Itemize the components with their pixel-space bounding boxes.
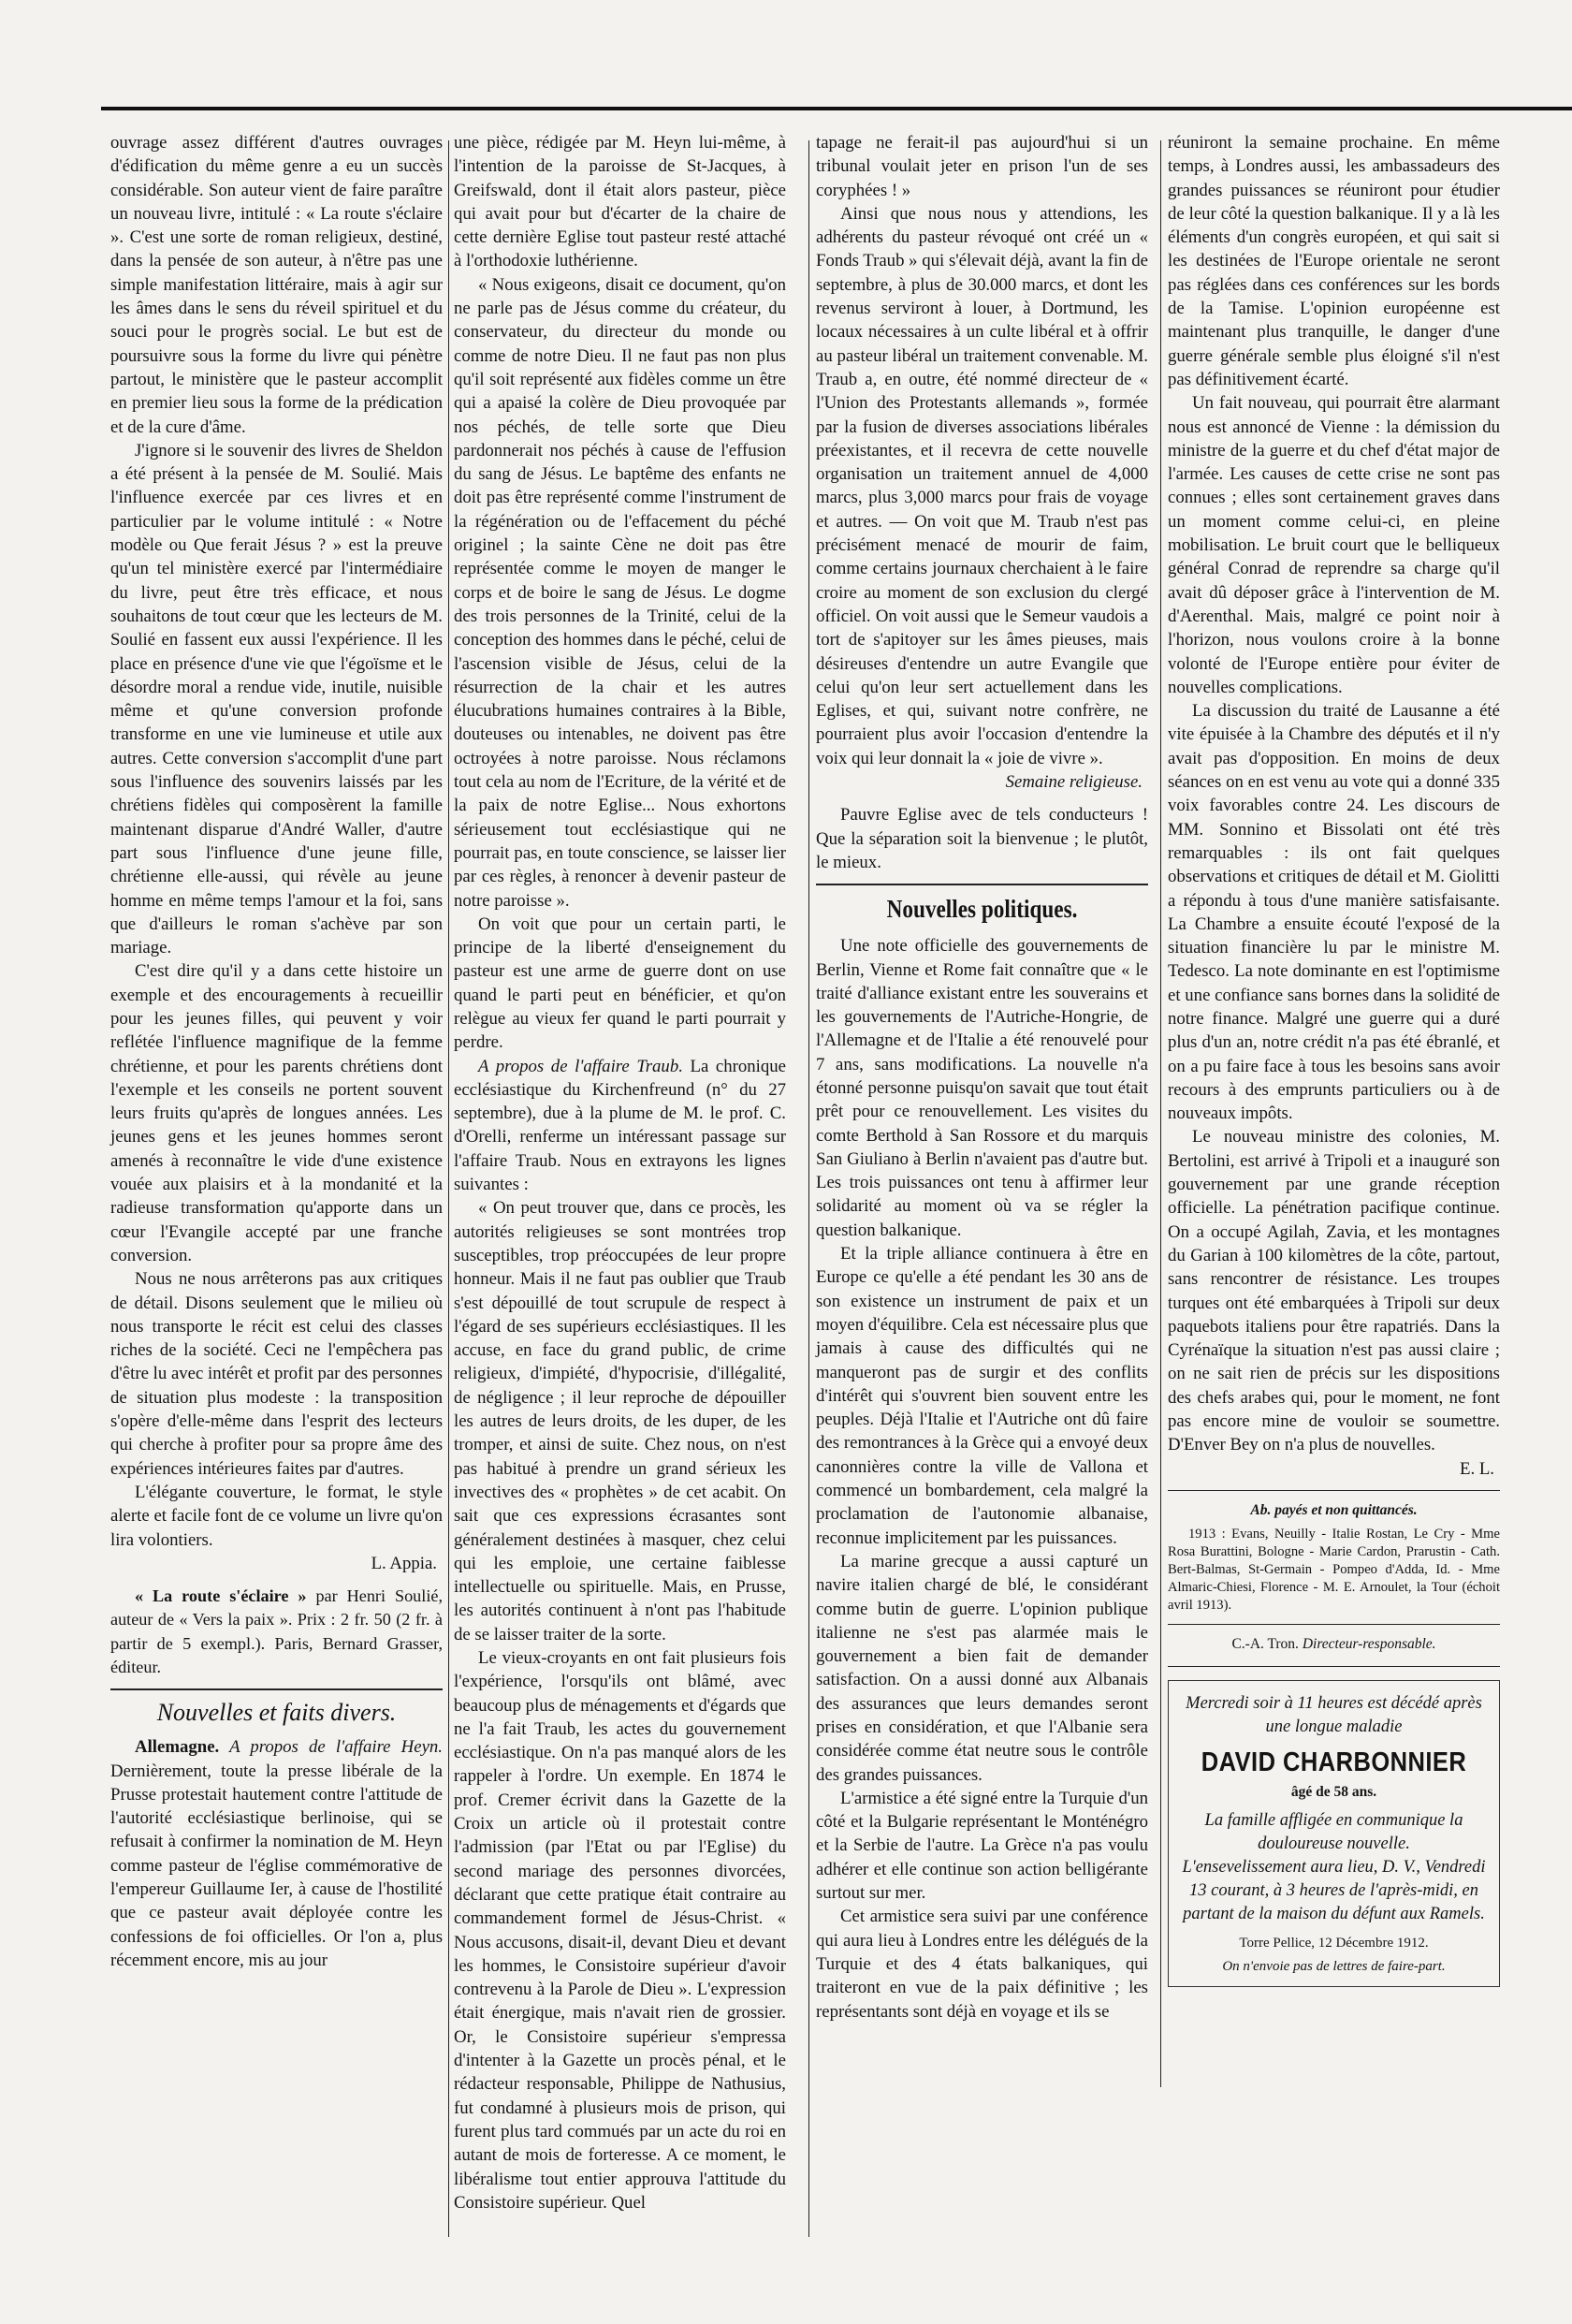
column-3	[816, 131, 1148, 2190]
section-heading-nouvelles: Nouvelles et faits divers.	[156, 1699, 397, 1727]
article-paragraph: Un fait nouveau, qui pourrait être alarmant nous est annoncé de Vienne : la démission du ministre de la guerre et du chef d'état major de l'armée. Les causes de cette crise ne sont pas connues ; elles sont certainement graves dans un moment comme celui-ci, en pleine mobilisation. Le bruit court que le belliqueux général Conrad de reprendre sa charge qu'il avait dû déposer grâce à l'intervention de M. d'Aerenthal. Mais, malgré ce point noir à l'horizon, nous voulons croire à la bonne volonté de l'Europe entière pour éviter de nouvelles complications.	[1168, 393, 1500, 697]
article-paragraph: Une note officielle des gouvernements de Berlin, Vienne et Rome fait connaître que « le traité d'alliance existant entre les souverains et les gouvernements de l'Autriche-Hongrie, de l'Allemagne et de l'Italie a été renouvelé pour 7 ans, sans modifications. La nouvelle n'a étonné personne puisqu'on savait que tout était prêt pour ce renouvellement. Les visites du comte Berthold à San Rossore et du marquis San Giuliano à Berlin n'avaient pas d'autre but. Les trois puissances ont tenu à affirmer leur solidarité au moment où va se régler la question balkanique.	[816, 936, 1148, 1240]
article-paragraph: une pièce, rédigée par M. Heyn lui-même, à l'intention de la paroisse de St-Jacques, à Greifswald, dont il était alors pasteur, pièce qui avait pour but d'écarter de la chaire de cette dernière Eglise tout pasteur resté attaché à l'orthodoxie luthérienne.	[454, 133, 786, 271]
article-paragraph: Et la triple alliance continuera à être en Europe ce qu'elle a été pendant les 30 ans de son existence un instrument de paix et un moyen d'équilibre. Cela est nécessaire plus que jamais à cause des difficultés qui ne manqueront pas de surgir et des conflits d'intérêt qui s'ouvrent bien souvent entre les peuples. Déjà l'Italie et l'Autriche ont dû faire des remontrances à la Grèce qui a envoyé deux canonnières contre la ville de Vallona et commencé un bombardement, cela malgré la proclamation de l'autonomie albanaise, reconnue implicitement par les puissances.	[816, 1244, 1148, 1548]
lead-word: Allemagne.	[135, 1737, 220, 1758]
obituary-age: âgé de 58 ans.	[1290, 1783, 1377, 1800]
lead-subtitle: A propos de l'affaire Heyn.	[219, 1737, 443, 1758]
subheading: A propos de l'affaire Traub.	[478, 1056, 683, 1076]
article-text: La chronique ecclésiastique du Kirchenfreund (n° du 27 septembre), due à la plume de M. le prof. C. d'Orelli, renferme un intéressant passage sur l'affaire Traub. Nous en extrayons les lignes suivantes :	[454, 1056, 787, 1195]
article-paragraph: Le nouveau ministre des colonies, M. Bertolini, est arrivé à Tripoli et a inauguré son gouvernement par une grande réception officielle. La pénétration pacifique continue. On a occupé Agilah, Zavia, et les montagnes du Garian à 100 kilomètres de la côte, partout, sans rencontrer de résistance. Les troupes turques ont été embarquées à Tripoli sur deux paquebots italiens pour être rapatriés. Dans la Cyrénaïque la situation n'est pas aussi claire ; on ne sait rien de précis sur les dispositions des chefs arabes qui, pour le moment, ne font pas encore mine de vouloir se soumettre. D'Enver Bey on n'a plus de nouvelles.	[1168, 1127, 1500, 1455]
book-title: « La route s'éclaire »	[135, 1586, 307, 1606]
obituary-funeral: L'ensevelissement aura lieu, D. V., Vendredi 13 courant, à 3 heures de l'après-midi, en partant de la maison du défunt aux Ramels.	[1182, 1857, 1486, 1923]
article-paragraph: L'élégante couverture, le format, le style alerte et facile font de ce volume un livre qu'on lira volontiers.	[110, 1482, 443, 1550]
obituary-notice	[1168, 1680, 1500, 1988]
director-role: Directeur-responsable.	[1302, 1636, 1436, 1653]
source-credit: Semaine religieuse.	[1005, 772, 1143, 793]
obituary-name: DAVID CHARBONNIER	[1201, 1747, 1467, 1777]
book-details: par Henri Soulié, auteur de « Vers la paix ». Prix : 2 fr. 50 (2 fr. à partir de 5 exempl.). Paris, Bernard Grasser, éditeur.	[110, 1586, 443, 1676]
director-name: C.-A. Tron.	[1231, 1636, 1299, 1653]
article-paragraph: « On peut trouver que, dans ce procès, les autorités religieuses se sont montrées trop susceptibles, trop préoccupées de leur propre honneur. Mais il ne faut pas oublier que Traub s'est dépouillé de tout scrupule de respect à l'égard de ses supérieurs ecclésiastiques. Il les accuse, en face du grand public, de crime religieux, d'impiété, d'hypocrisie, d'illégalité, de négligence ; il leur reproche de dépouiller les autres de leurs droits, de les duper, de les tromper, et ainsi de suite. Chez nous, on n'est pas habitué à prendre un grand sérieux les invectives des « prophètes » de cet acabit. On sait que ces expressions écrasantes sont généralement destinées à masquer, chez celui qui les emploie, une certaine faiblesse intellectuelle ou spirituelle. Mais, en Prusse, les autorités continuent à n'ont pas l'habitude de se laisser traiter de la sorte.	[454, 1198, 786, 1644]
book-reference	[110, 1585, 443, 1679]
article-paragraph: tapage ne ferait-il pas aujourd'hui si un tribunal voulait jeter en prison l'un de ses coryphées ! »	[816, 133, 1148, 200]
obituary-family: La famille affligée en communique la douloureuse nouvelle.	[1204, 1810, 1463, 1853]
column-divider	[448, 140, 449, 2237]
header-rule	[101, 107, 1572, 110]
director-line	[1168, 1632, 1500, 1656]
article-text: Dernièrement, toute la presse libérale de la Prusse protestait hautement contre l'attitude de l'autorité ecclésiastique berlinoise, qui se refusait à confirmer la nomination de M. Heyn comme pasteur de l'église commémorative de l'empereur Guillaume Ier, à cause de l'hostilité que ce pasteur avait déployée contre les confessions de foi officielles. Or l'on a, plus récemment encore, mis au jour	[110, 1761, 443, 1970]
column-1	[110, 131, 443, 2237]
article-paragraph: L'armistice a été signé entre la Turquie d'un côté et la Bulgarie représentant le Monténégro et la Serbie de l'autre. La Grèce n'a pas voulu adhérer et elle continue son action belligérante surtout sur mer.	[816, 1788, 1148, 1904]
column-divider	[1160, 140, 1161, 2087]
author-signature: E. L.	[1459, 1458, 1494, 1479]
article-paragraph: La discussion du traité de Lausanne a été vite épuisée à la Chambre des députés et il n'y avait pas d'opposition. En moins de deux séances on en est venu au vote qui a donné 335 voix favorables contre 24. Les discours de MM. Sonnino et Bissolati ont été très remarquables : ils ont fait quelques observations et critiques de détail et M. Giolitti a répondu à tous d'une manière satisfaisante. La Chambre a ensuite écouté l'exposé de la situation financière lu par le ministre M. Tedesco. La note dominante en est l'optimisme et une confiance sans bornes dans la solidité de notre finance. Malgré une guerre qui a duré plus d'un an, notre crédit n'a pas été ébranlé, et on a pu faire face à tous les besoins sans avoir recours à des emprunts particuliers ou à de nouveaux impôts.	[1168, 701, 1500, 1124]
subscriptions-title: Ab. payés et non quittancés.	[1250, 1501, 1418, 1518]
column-2	[454, 131, 787, 2213]
article-paragraph: « Nous exigeons, disait ce document, qu'on ne parle pas de Jésus comme du créateur, du conservateur, du directeur du monde ou comme de notre Dieu. Il ne faut pas non plus qu'il soit représenté aux fidèles comme un être qui a apaisé la colère de Dieu provoquée par nos péchés, de telle sorte que Dieu pardonnerait nos péchés à cause de l'effusion du sang de Jésus. Le baptême des enfants ne doit pas être représenté comme l'instrument de la régénération ou de l'effacement du péché originel ; la sainte Cène ne doit pas être représentée comme le moyen de manger le corps et de boire le sang de Jésus. Le dogme des trois personnes de la Trinité, celui de la conception des hommes dans le péché, celui de l'ascension visible de Jésus, celui de la résurrection de la chair et les autres élucubrations humaines contraires à la Bible, douteuses ou intenables, ne doivent pas être octroyées à notre paroisse. Nous réclamons tout cela au nom de l'Ecriture, de la vérité et de la paix de notre Eglise... Nous exhortons sérieusement tout ecclésiastique qui ne pourrait pas, en toute conscience, se laisser lier par ces règles, à renoncer à devenir pasteur de notre paroisse ».	[454, 274, 786, 911]
article-paragraph	[110, 1735, 443, 1972]
article-paragraph: C'est dire qu'il y a dans cette histoire un exemple et des encouragements à recueillir pour les jeunes filles, qui peuvent y voir reflétée l'influence magnifique de la femme chrétienne, et pour les parents chrétiens dont l'exemple et les conseils ne portent souvent leurs fruits qu'après de longues années. Les jeunes gens et les jeunes hommes seront amenés à reconnaître le vide d'une existence vouée aux plaisirs et à la mondanité et la radieuse transformation qu'apporte dans un cœur l'Evangile accepté par une franche conversion.	[110, 961, 443, 1265]
subscriptions-text: 1913 : Evans, Neuilly - Italie Rostan, Le Cry - Mme Rosa Burattini, Bologne - Marie Cardon, Prarustin - Cath. Bert-Balmas, St-Germain - Pompeo d'Adda, Id. - Mme Almaric-Chiesi, Florence - M. E. Arnoulet, la Tour (échoit avril 1913).	[1168, 1527, 1500, 1614]
section-rule	[110, 1688, 443, 1690]
article-paragraph: ouvrage assez différent d'autres ouvrages d'édification du même genre a eu un succès considérable. Son auteur vient de faire paraître un nouveau livre, intitulé : « La route s'éclaire ». C'est une sorte de roman religieux, destiné, dans la pensée de son auteur, à n'être pas une simple manifestation littéraire, mais à agir sur les âmes dans le sens du réveil spirituel et du souci pour le progrès social. Le but est de poursuivre sous la forme du livre qui pénètre partout, le ministère que le pasteur accomplit en premier lieu sous la forme de la prédication et de la cure d'âme.	[110, 133, 443, 437]
obituary-intro: Mercredi soir à 11 heures est décédé après une longue maladie	[1186, 1693, 1482, 1736]
article-paragraph: J'ignore si le souvenir des livres de Sheldon a été présent à la pensée de M. Soulié. Mais l'influence exercée par ces livres et en particulier par le volume intitulé : « Notre modèle ou Que ferait Jésus ? » est la preuve qu'un tel ministère exercé par l'intermédiaire du livre, peut être très efficace, et nous souhaitons de tout cœur que les lecteurs de M. Soulié en fassent eux aussi l'expérience. Il les place en présence d'une vie que l'égoïsme et le désordre moral a rendue vide, inutile, nuisible même et qu'une conversion profonde transforme en une vie lumineuse et utile aux autres. Cette conversion s'accomplit d'une part sous l'influence des souvenirs laissés par les chrétiens fidèles qui composèrent la famille maintenant disparue d'André Waller, d'autre part sous l'influence d'une jeune fille, chrétienne elle-aussi, qui révèle au jeune homme en même temps l'amour et la foi, sans que d'ailleurs le roman s'achève par son mariage.	[110, 440, 443, 958]
article-paragraph: Cet armistice sera suivi par une conférence qui aura lieu à Londres entre les délégués de la Turquie et des 4 états balkaniques, qui traiteront en vue de la paix définitive ; les représentants sont déjà en voyage et ils se	[816, 1907, 1148, 2022]
article-paragraph: Nous ne nous arrêterons pas aux critiques de détail. Disons seulement que le milieu où nous transporte le récit est celui des classes riches de la société. Ceci ne l'empêchera pas d'être lu avec intérêt et profit par des personnes de situation plus modeste : la transposition s'opère d'elle-même dans l'esprit des lecteurs qui cherche à profiter pour sa propre âme des expériences intérieures faites par d'autres.	[110, 1269, 443, 1479]
article-paragraph	[454, 1055, 786, 1197]
section-rule	[1168, 1490, 1500, 1491]
article-paragraph: Pauvre Eglise avec de tels conducteurs ! Que la séparation soit la bienvenue ; le plutôt, le mieux.	[816, 805, 1148, 872]
obituary-no-letters: On n'envoie pas de lettres de faire-part.	[1222, 1959, 1446, 1975]
section-rule	[1168, 1624, 1500, 1625]
article-paragraph: Ainsi que nous nous y attendions, les adhérents du pasteur révoqué ont créé un « Fonds Traub » qui s'élevait déjà, avant la fin de septembre, à plus de 30.000 marcs, et dont les revenus serviront à louer, à Dortmund, les locaux nécessaires à un culte libéral et à offrir au pasteur libéral un traitement convenable. M. Traub a, en outre, été nommé directeur de « l'Union des Protestants allemands », formée par la fusion de diverses associations libérales préexistantes, et il recevra de cette nouvelle organisation un traitement annuel de 4,000 marcs, plus 3,000 marcs pour frais de voyage et autres. — On voit que M. Traub n'est pas précisément menacé de mourir de faim, comme certains journaux cherchaient à le faire croire au moment de son exclusion du clergé officiel. On voit aussi que le Semeur vaudois a tort de s'apitoyer sur les âmes pieuses, mais désireuses d'entendre un autre Evangile que celui qu'on leur sert actuellement dans les Eglises, et qui, suivant notre confrère, ne pourraient plus avoir l'occasion d'entendre la voix qui leur donnait la « joie de vivre ».	[816, 203, 1148, 768]
obituary-place-date: Torre Pellice, 12 Décembre 1912.	[1239, 1935, 1429, 1951]
article-paragraph: On voit que pour un certain parti, le principe de la liberté d'enseignement du pasteur est une arme de guerre dont on use quand le parti peut en bénéficier, et qu'on relègue au vieux fer quand le parti pourrait y perdre.	[454, 914, 786, 1053]
section-rule	[1168, 1666, 1500, 1667]
section-heading-politiques: Nouvelles politiques.	[886, 895, 1078, 924]
section-rule	[816, 884, 1148, 885]
column-divider	[808, 140, 809, 2237]
subscriptions-list	[1168, 1526, 1500, 1615]
article-paragraph: La marine grecque a aussi capturé un navire italien chargé de blé, le considérant comme butin de guerre. L'opinion publique italienne ne s'est pas alarmée mais le gouvernement a bien fait de demander satisfaction. On a aussi donné aux Albanais des assurances que leurs demandes seront prises en considération, et que l'Albanie sera considérée comme état neutre sous le contrôle des grandes puissances.	[816, 1551, 1148, 1785]
author-signature: L. Appia.	[371, 1553, 437, 1573]
article-paragraph: réuniront la semaine prochaine. En même temps, à Londres aussi, les ambassadeurs des grandes puissances se réuniront pour étudier de leur côté la question balkanique. Il y a là les éléments d'un congrès européen, et qui sait si les destinées de l'Europe orientale ne seront pas réglées dans ces conférences sur les bords de la Tamise. L'opinion européenne est maintenant plus tranquille, le danger d'une guerre générale semble plus éloigné s'il n'est pas définitivement écarté.	[1168, 133, 1500, 389]
article-paragraph: Le vieux-croyants en ont fait plusieurs fois l'expérience, l'orsqu'ils ont blâmé, avec beaucoup plus de ménagements et d'égards que ne l'a fait Traub, les actes du gouvernement ecclésiastique. On n'a pas manqué alors de les rappeler à l'ordre. Un exemple. En 1874 le prof. Cremer écrivit dans la Gazette de la Croix un article où il protestait contre l'admission (par l'Etat ou par l'Eglise) du second mariage des personnes divorcées, déclarant que cette pratique était contraire au commandement formel de Jésus-Christ. « Nous accusons, disait-il, devant Dieu et devant les hommes, le Consistoire supérieur d'avoir contrevenu à la Parole de Dieu ». L'expression était énergique, mais n'avait rien de grossier. Or, le Consistoire supérieur s'empressa d'intenter à la Gazette un procès pénal, et le rédacteur responsable, Philippe de Nathusius, fut condamné à plusieurs mois de prison, qui furent plus tard commués par un acte du roi en autant de mois de forteresse. A ce moment, le libéralisme tout entier approuva l'attitude du Consistoire supérieur. Quel	[454, 1648, 786, 2213]
column-4	[1168, 131, 1500, 2218]
